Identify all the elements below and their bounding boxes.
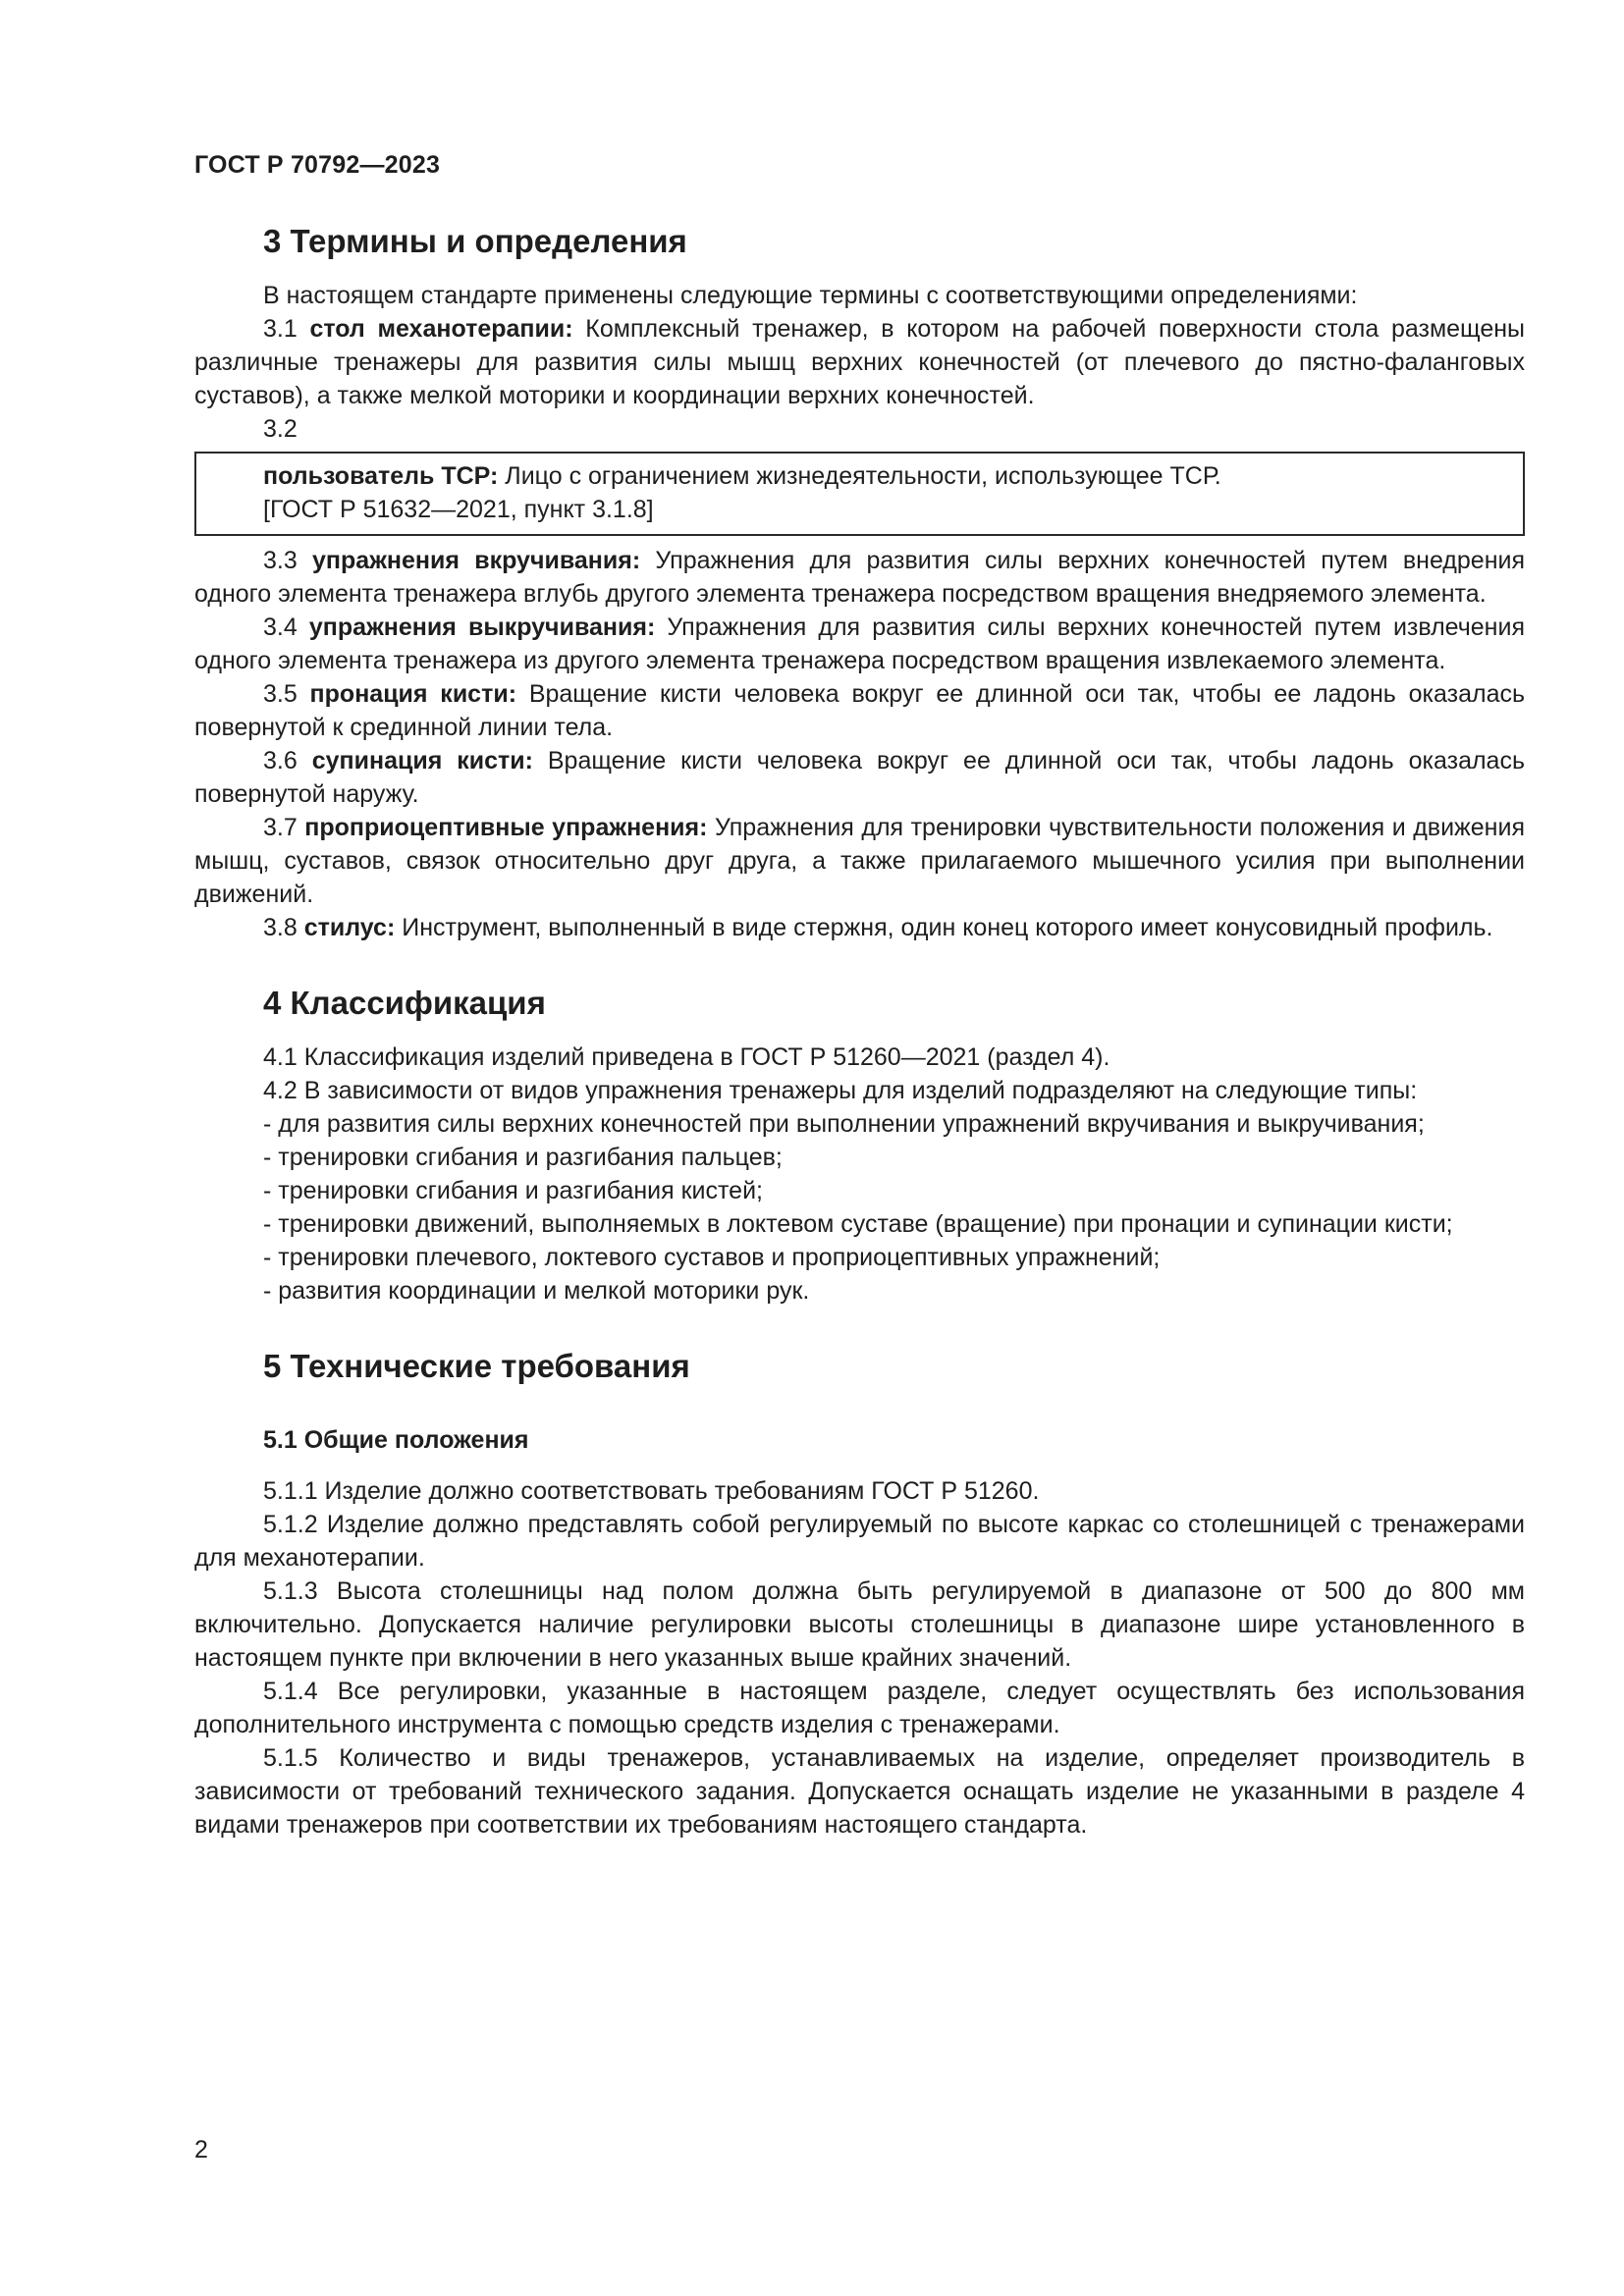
term-number: 3.6: [263, 747, 312, 774]
term-name: супинация кисти:: [311, 747, 533, 774]
term-definition: Лицо с ограничением жизнедеятельности, использующее ТСР.: [498, 462, 1221, 490]
term-name: стол механотерапии:: [309, 315, 573, 343]
page-content: [194, 222, 1525, 1842]
term-3-6: [194, 744, 1525, 811]
section-gap: [194, 1308, 1525, 1347]
term-name: упражнения вкручивания:: [312, 547, 641, 574]
term-3-8: [194, 911, 1525, 944]
term-definition: Вращение кисти человека вокруг ее длинной оси так, чтобы ее ладонь оказалась повернутой к срединной линии тела.: [194, 680, 1526, 741]
clause-5-1-5: 5.1.5 Количество и виды тренажеров, устанавливаемых на изделие, определяет производитель в зависимости от требований технического задания. Допускается оснащать изделие не указанными в разделе 4 видами тренажеров при соответствии их требованиям настоящего стандарта.: [194, 1744, 1525, 1839]
section-gap: [194, 944, 1525, 984]
term-3-4: [194, 611, 1525, 677]
term-definition: Вращение кисти человека вокруг ее длинной оси так, чтобы ладонь оказалась повернутой наружу.: [194, 747, 1525, 808]
term-3-3: [194, 544, 1525, 611]
subsection-gap: [194, 1404, 1525, 1423]
term-3-2-box: [194, 452, 1525, 536]
term-number: 3.3: [263, 547, 313, 574]
term-3-2-number: 3.2: [263, 415, 298, 443]
section-4-title: 4 Классификация: [263, 985, 546, 1021]
clause-4-1: 4.1 Классификация изделий приведена в ГОСТ Р 51260—2021 (раздел 4).: [263, 1043, 1110, 1071]
term-3-1: [194, 312, 1525, 412]
term-definition: Упражнения для тренировки чувствительности положения и движения мышц, суставов, связок относительно друг друга, а также прилагаемого мышечного усилия при выполнении движений.: [194, 814, 1525, 908]
term-number: 3.1: [263, 315, 310, 343]
term-definition: Упражнения для развития силы верхних конечностей путем внедрения одного элемента тренажера вглубь другого элемента тренажера посредством вращения внедряемого элемента.: [194, 547, 1525, 608]
term-definition: Комплексный тренажер, в котором на рабочей поверхности стола размещены различные тренажеры для развития силы мышц верхних конечностей (от плечевого до пястно-фаланговых суставов), а также мелкой моторики и координации верхних конечностей.: [194, 315, 1526, 409]
term-number: 3.4: [263, 614, 309, 641]
term-3-7: [194, 811, 1525, 911]
term-name: стилус:: [303, 914, 396, 941]
term-name: проприоцептивные упражнения:: [304, 814, 708, 841]
term-number: 3.7: [263, 814, 305, 841]
term-name: упражнения выкручивания:: [308, 614, 656, 641]
document-header: ГОСТ Р 70792—2023: [194, 151, 441, 179]
list-item: - для развития силы верхних конечностей при выполнении упражнений вкручивания и выкручивания;: [263, 1110, 1425, 1138]
section-3-intro: В настоящем стандарте применены следующие термины с соответствующими определениями:: [263, 282, 1358, 309]
list-item: - тренировки сгибания и разгибания кистей;: [263, 1177, 763, 1204]
term-definition: Упражнения для развития силы верхних конечностей путем извлечения одного элемента тренажера из другого элемента тренажера посредством вращения извлекаемого элемента.: [194, 614, 1525, 674]
page-number: 2: [194, 2136, 208, 2163]
term-name: пронация кисти:: [309, 680, 517, 708]
term-3-2-reference: [ГОСТ Р 51632—2021, пункт 3.1.8]: [263, 496, 654, 523]
clause-5-1-2: 5.1.2 Изделие должно представлять собой регулируемый по высоте каркас со столешницей с тренажерами для механотерапии.: [194, 1511, 1525, 1572]
clause-5-1-4: 5.1.4 Все регулировки, указанные в настоящем разделе, следует осуществлять без использования дополнительного инструмента с помощью средств изделия с тренажерами.: [194, 1678, 1525, 1738]
term-3-5: [194, 677, 1525, 744]
list-item: - тренировки сгибания и разгибания пальцев;: [263, 1144, 783, 1171]
term-name: пользователь ТСР:: [263, 462, 499, 490]
section-5-title: 5 Технические требования: [263, 1348, 690, 1384]
clause-4-2: 4.2 В зависимости от видов упражнения тренажеры для изделий подразделяют на следующие типы:: [263, 1077, 1418, 1104]
list-item: - развития координации и мелкой моторики рук.: [263, 1277, 810, 1305]
clause-5-1-1: 5.1.1 Изделие должно соответствовать требованиям ГОСТ Р 51260.: [263, 1477, 1040, 1505]
subsection-5-1-title: 5.1 Общие положения: [263, 1426, 529, 1454]
term-3-2: [263, 459, 1503, 493]
section-3-title: 3 Термины и определения: [263, 223, 687, 259]
clause-5-1-3: 5.1.3 Высота столешницы над полом должна быть регулируемой в диапазоне от 500 до 800 мм включительно. Допускается наличие регулировки высоты столешницы в диапазоне шире установленного в настоящем пункте при включении в него указанных выше крайних значений.: [194, 1577, 1525, 1672]
term-number: 3.5: [263, 680, 310, 708]
term-definition: Инструмент, выполненный в виде стержня, один конец которого имеет конусовидный профиль.: [395, 914, 1493, 941]
list-item: - тренировки плечевого, локтевого суставов и проприоцептивных упражнений;: [263, 1244, 1161, 1271]
list-item: - тренировки движений, выполняемых в локтевом суставе (вращение) при пронации и супинации кисти;: [263, 1210, 1453, 1238]
term-number: 3.8: [263, 914, 304, 941]
